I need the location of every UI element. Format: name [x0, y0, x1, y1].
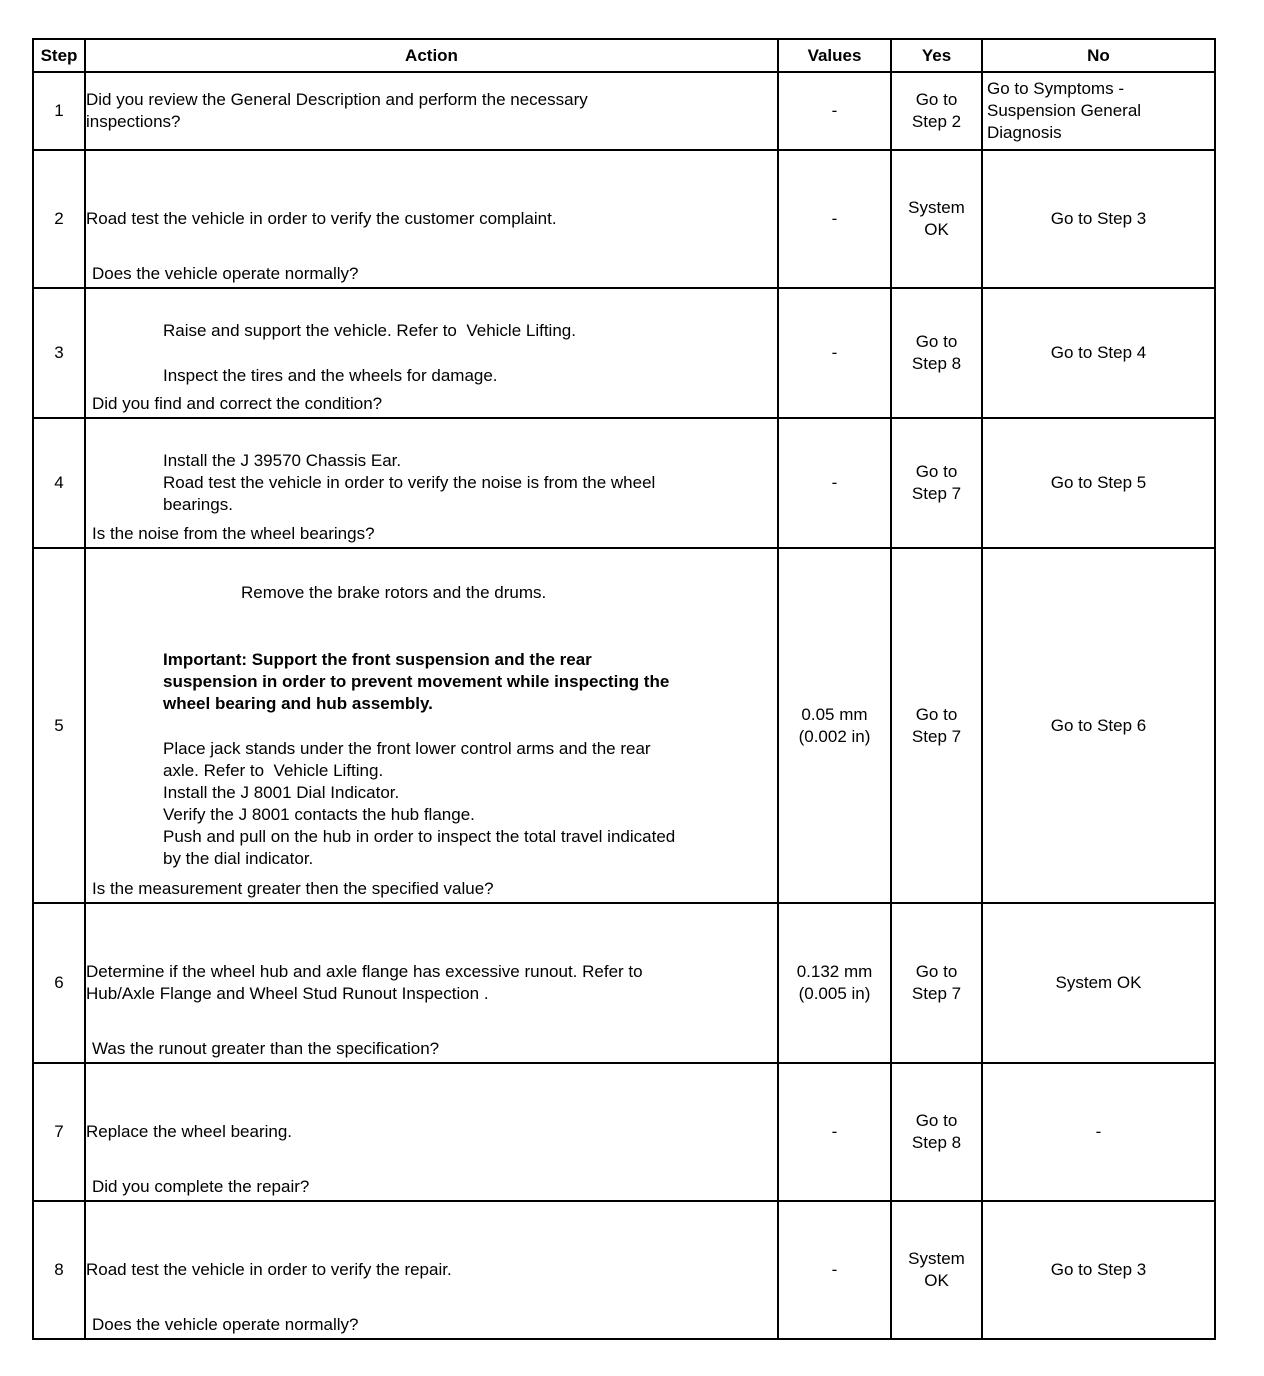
no-cell: Go to Step 3	[982, 150, 1215, 288]
values-cell: -	[778, 288, 891, 418]
important-note: wheel bearing and hub assembly.	[163, 693, 433, 713]
table-row	[33, 548, 1215, 903]
yes-text: Go to	[915, 962, 958, 981]
yes-cell	[891, 548, 982, 903]
yes-text: OK	[924, 220, 949, 239]
action-text: Did you review the General Description and perform the necessary	[86, 90, 588, 109]
table-row	[33, 288, 1215, 418]
yes-cell	[891, 288, 982, 418]
yes-text: System	[908, 198, 965, 217]
no-cell: System OK	[982, 903, 1215, 1063]
yes-text: Step 8	[911, 1133, 962, 1152]
step-number: 4	[33, 418, 85, 548]
table-row	[33, 903, 1215, 1063]
values-cell: -	[778, 72, 891, 150]
yes-text: Go to	[915, 90, 958, 109]
yes-cell	[891, 1063, 982, 1201]
table-row	[33, 150, 1215, 288]
yes-text: Step 7	[911, 726, 962, 746]
yes-text: Go to	[915, 332, 958, 351]
yes-cell	[891, 72, 982, 150]
no-cell: -	[982, 1063, 1215, 1201]
values-cell: -	[778, 1201, 891, 1339]
no-text: Go to Symptoms -	[987, 79, 1124, 98]
header-action: Action	[85, 39, 778, 72]
action-cell	[85, 150, 778, 288]
header-row	[33, 39, 1215, 72]
action-cell	[85, 903, 778, 1063]
question-text: Does the vehicle operate normally?	[92, 264, 359, 283]
yes-text: Step 2	[911, 112, 962, 131]
yes-text: Go to	[915, 704, 958, 724]
table-row	[33, 72, 1215, 150]
action-cell	[85, 418, 778, 548]
action-cell	[85, 548, 778, 903]
values-text: 0.132 mm	[796, 962, 873, 981]
question-text: Was the runout greater than the specification?	[92, 1039, 440, 1058]
no-text: Suspension General	[987, 101, 1142, 120]
yes-text: System	[908, 1249, 965, 1268]
no-cell: Go to Step 4	[982, 288, 1215, 418]
step-number: 6	[33, 903, 85, 1063]
action-text: Raise and support the vehicle. Refer to Vehicle Lifting.	[163, 320, 576, 340]
action-cell	[85, 288, 778, 418]
yes-text: Step 7	[911, 484, 962, 503]
important-note: Important: Support the front suspension and the rear	[163, 649, 592, 669]
values-text: (0.005 in)	[798, 984, 871, 1003]
action-cell	[85, 1201, 778, 1339]
yes-text: Step 7	[911, 984, 962, 1003]
header-values: Values	[778, 39, 891, 72]
question-text: Did you complete the repair?	[92, 1177, 310, 1196]
values-cell: -	[778, 1063, 891, 1201]
action-text: Remove the brake rotors and the drums.	[241, 582, 547, 602]
step-number: 2	[33, 150, 85, 288]
action-text: Place jack stands under the front lower control arms and the rear	[163, 738, 651, 758]
action-text: Install the J 39570 Chassis Ear.	[163, 451, 402, 470]
action-text: Road test the vehicle in order to verify the customer complaint.	[86, 209, 557, 228]
header-no: No	[982, 39, 1215, 72]
values-cell: -	[778, 150, 891, 288]
values-text: 0.05 mm	[801, 704, 868, 724]
table-row	[33, 1201, 1215, 1339]
step-number: 1	[33, 72, 85, 150]
action-text: Determine if the wheel hub and axle flange has excessive runout. Refer to	[86, 962, 643, 981]
step-number: 8	[33, 1201, 85, 1339]
yes-cell	[891, 150, 982, 288]
values-cell	[778, 548, 891, 903]
yes-text: Go to	[915, 462, 958, 481]
action-text: axle. Refer to Vehicle Lifting.	[163, 760, 384, 780]
action-text: Install the J 8001 Dial Indicator.	[163, 782, 400, 802]
action-text: Hub/Axle Flange and Wheel Stud Runout Inspection .	[86, 984, 489, 1003]
header-yes: Yes	[891, 39, 982, 72]
step-number: 3	[33, 288, 85, 418]
no-cell	[982, 72, 1215, 150]
action-text: inspections?	[86, 112, 181, 131]
action-text: Verify the J 8001 contacts the hub flange.	[163, 804, 475, 824]
yes-text: OK	[924, 1271, 949, 1290]
action-text: Road test the vehicle in order to verify the noise is from the wheel	[163, 473, 656, 492]
action-text: Road test the vehicle in order to verify the repair.	[86, 1260, 452, 1279]
no-text: Diagnosis	[987, 123, 1062, 142]
action-text: Inspect the tires and the wheels for damage.	[163, 365, 498, 385]
no-cell: Go to Step 3	[982, 1201, 1215, 1339]
yes-text: Go to	[915, 1111, 958, 1130]
important-note: suspension in order to prevent movement while inspecting the	[163, 671, 670, 691]
values-text: (0.002 in)	[798, 726, 871, 746]
action-text: by the dial indicator.	[163, 848, 314, 868]
yes-text: Step 8	[911, 354, 962, 373]
values-cell	[778, 903, 891, 1063]
step-number: 5	[33, 548, 85, 903]
action-cell	[85, 1063, 778, 1201]
question-text: Did you find and correct the condition?	[92, 394, 383, 413]
yes-cell	[891, 903, 982, 1063]
question-text: Does the vehicle operate normally?	[92, 1315, 359, 1334]
question-text: Is the noise from the wheel bearings?	[92, 524, 375, 543]
action-text: Push and pull on the hub in order to inspect the total travel indicated	[163, 826, 676, 846]
diagnostic-table	[32, 38, 1216, 1340]
header-step: Step	[33, 39, 85, 72]
step-number: 7	[33, 1063, 85, 1201]
action-text: bearings.	[163, 495, 233, 514]
yes-cell	[891, 1201, 982, 1339]
table-row	[33, 418, 1215, 548]
action-cell	[85, 72, 778, 150]
no-cell: Go to Step 6	[982, 548, 1215, 903]
action-text: Replace the wheel bearing.	[86, 1122, 293, 1141]
yes-cell	[891, 418, 982, 548]
question-text: Is the measurement greater then the specified value?	[92, 879, 494, 898]
no-cell: Go to Step 5	[982, 418, 1215, 548]
values-cell: -	[778, 418, 891, 548]
table-row	[33, 1063, 1215, 1201]
